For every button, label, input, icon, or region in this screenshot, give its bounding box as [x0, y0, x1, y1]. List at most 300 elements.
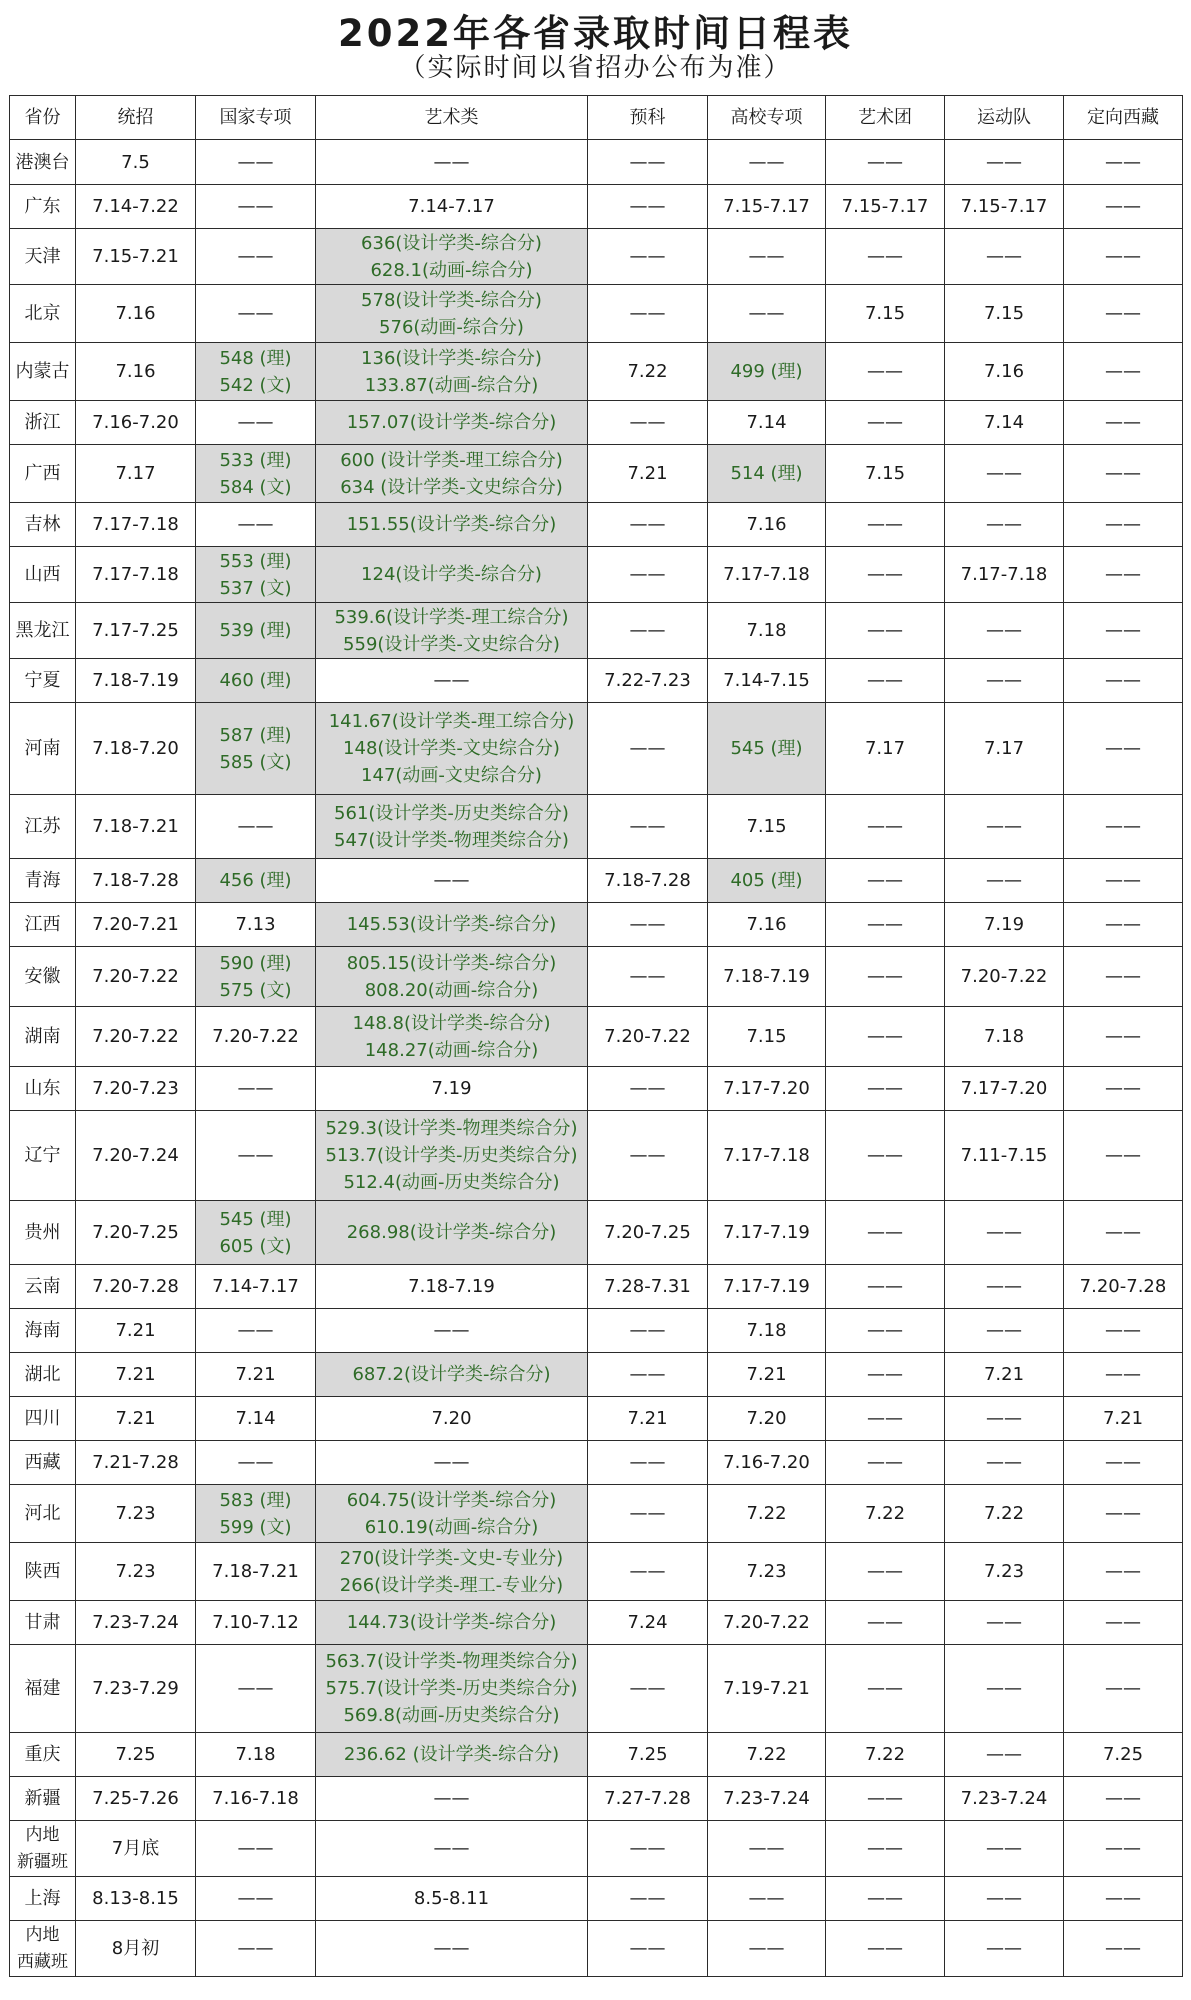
table-row: [10, 1441, 1183, 1485]
cell-national-special: [196, 503, 316, 547]
cell-line: 7.16: [746, 914, 787, 935]
cell-line: 青海: [24, 870, 61, 891]
cell-province: [10, 1067, 76, 1111]
cell-line: ——: [629, 816, 666, 837]
cell-line: ——: [867, 1364, 903, 1385]
cell-line: 7.15: [746, 816, 787, 837]
cell-line: ——: [986, 1612, 1022, 1633]
cell-art: [316, 1485, 588, 1543]
cell-line: 7.25: [627, 1744, 668, 1765]
cell-line: ——: [1105, 1452, 1141, 1473]
cell-tibet-directed: [1064, 1201, 1183, 1265]
cell-university-special: [708, 795, 826, 859]
cell-line: 内地: [25, 1824, 60, 1845]
cell-line: ——: [629, 620, 666, 641]
cell-province: [10, 1007, 76, 1067]
cell-line: ——: [1105, 151, 1141, 173]
cell-line: 内蒙古: [15, 361, 70, 382]
cell-line: 545 (理): [730, 738, 803, 759]
cell-line: ——: [1105, 463, 1141, 484]
table-row: [10, 401, 1183, 445]
cell-line: ——: [986, 620, 1022, 641]
cell-line: 7.17-7.19: [723, 1276, 810, 1297]
cell-line: ——: [748, 246, 785, 267]
cell-line: ——: [867, 1145, 903, 1166]
cell-line: 陕西: [24, 1561, 61, 1582]
cell-line: ——: [629, 1145, 666, 1166]
cell-sports-team: [945, 1201, 1064, 1265]
cell-sports-team: [945, 445, 1064, 503]
cell-line: 7.20-7.25: [92, 1222, 179, 1243]
cell-art-troupe: [826, 859, 945, 903]
cell-line: 236.62 (设计学类-综合分): [343, 1744, 560, 1765]
cell-art-troupe: [826, 503, 945, 547]
table-row: [10, 603, 1183, 659]
cell-line: 148.27(动画-综合分): [364, 1039, 539, 1061]
cell-line: ——: [748, 303, 785, 324]
cell-tibet-directed: [1064, 1645, 1183, 1733]
cell-line: 7.23: [983, 1561, 1025, 1582]
cell-line: 7.16: [983, 361, 1025, 382]
cell-line: 7.10-7.12: [212, 1612, 299, 1633]
cell-line: 575.7(设计学类-历史类综合分): [325, 1678, 578, 1699]
cell-line: ——: [237, 1145, 274, 1166]
cell-general: [76, 795, 196, 859]
header-province: 省份: [10, 96, 76, 140]
cell-line: 新疆班: [17, 1851, 68, 1872]
cell-general: [76, 1645, 196, 1733]
cell-line: 黑龙江: [15, 620, 70, 641]
cell-art: [316, 1877, 588, 1921]
cell-tibet-directed: [1064, 1733, 1183, 1777]
cell-line: 广东: [24, 196, 61, 217]
cell-line: ——: [1105, 1838, 1141, 1859]
cell-province: [10, 859, 76, 903]
cell-tibet-directed: [1064, 1309, 1183, 1353]
cell-line: ——: [1105, 870, 1141, 891]
cell-art: [316, 1201, 588, 1265]
cell-line: 河北: [24, 1503, 61, 1524]
table-row: [10, 1733, 1183, 1777]
cell-province: [10, 285, 76, 343]
cell-line: 7.20-7.22: [960, 966, 1048, 987]
cell-line: ——: [986, 1678, 1022, 1699]
cell-preparatory: [588, 1067, 708, 1111]
cell-line: ——: [629, 151, 666, 173]
table-row: [10, 1397, 1183, 1441]
cell-art: [316, 1265, 588, 1309]
cell-art-troupe: [826, 1397, 945, 1441]
cell-national-special: [196, 1397, 316, 1441]
cell-line: ——: [986, 816, 1022, 837]
cell-general: [76, 603, 196, 659]
cell-art: [316, 1353, 588, 1397]
cell-line: ——: [629, 303, 666, 324]
cell-line: 重庆: [24, 1744, 61, 1765]
cell-national-special: [196, 445, 316, 503]
cell-line: 7.17: [983, 738, 1025, 759]
cell-university-special: [708, 229, 826, 285]
cell-preparatory: [588, 229, 708, 285]
cell-line: 7.18-7.28: [604, 870, 691, 891]
cell-art: [316, 947, 588, 1007]
cell-line: ——: [867, 816, 903, 837]
cell-line: 145.53(设计学类-综合分): [346, 914, 557, 935]
cell-line: 7.18-7.21: [212, 1561, 299, 1582]
table-row: [10, 1921, 1183, 1977]
cell-tibet-directed: [1064, 229, 1183, 285]
cell-line: ——: [629, 1364, 666, 1385]
cell-line: 7.17-7.18: [723, 564, 810, 585]
cell-sports-team: [945, 1645, 1064, 1733]
cell-line: 7.18-7.19: [92, 670, 179, 691]
cell-university-special: [708, 1645, 826, 1733]
cell-line: 584 (文): [219, 476, 292, 498]
cell-university-special: [708, 547, 826, 603]
cell-province: [10, 1265, 76, 1309]
cell-province: [10, 1397, 76, 1441]
cell-line: 7.18-7.20: [92, 738, 179, 759]
cell-tibet-directed: [1064, 285, 1183, 343]
cell-art-troupe: [826, 1441, 945, 1485]
cell-tibet-directed: [1064, 1111, 1183, 1201]
cell-line: 7.14-7.15: [723, 670, 810, 691]
cell-line: 江苏: [24, 816, 61, 837]
cell-line: 7.16-7.20: [92, 412, 179, 433]
cell-line: ——: [629, 514, 666, 535]
cell-line: 563.7(设计学类-物理类综合分): [325, 1651, 578, 1672]
cell-line: 268.98(设计学类-综合分): [346, 1222, 557, 1243]
table-row: [10, 659, 1183, 703]
cell-art-troupe: [826, 1111, 945, 1201]
cell-line: ——: [433, 1838, 470, 1859]
cell-line: 7.13: [235, 914, 276, 935]
cell-general: [76, 1543, 196, 1601]
cell-line: 西藏班: [17, 1951, 68, 1972]
cell-general: [76, 1821, 196, 1877]
cell-line: ——: [1105, 1320, 1141, 1341]
cell-line: ——: [629, 1452, 666, 1473]
cell-line: 599 (文): [219, 1516, 292, 1538]
cell-art-troupe: [826, 547, 945, 603]
cell-line: ——: [433, 670, 470, 691]
cell-art-troupe: [826, 1201, 945, 1265]
cell-line: 7.15-7.21: [92, 246, 179, 267]
table-row: [10, 1877, 1183, 1921]
cell-line: 7.11-7.15: [960, 1145, 1048, 1166]
cell-line: 569.8(动画-历史类综合分): [343, 1705, 560, 1726]
cell-preparatory: [588, 1265, 708, 1309]
cell-line: ——: [986, 1222, 1022, 1243]
cell-line: 7.16: [746, 514, 787, 535]
cell-line: ——: [629, 914, 666, 935]
cell-preparatory: [588, 603, 708, 659]
cell-line: ——: [986, 670, 1022, 691]
cell-sports-team: [945, 229, 1064, 285]
cell-line: 547(设计学类-物理类综合分): [334, 829, 569, 851]
cell-tibet-directed: [1064, 947, 1183, 1007]
cell-sports-team: [945, 703, 1064, 795]
cell-line: 江西: [24, 914, 61, 935]
cell-line: ——: [433, 1788, 470, 1809]
cell-tibet-directed: [1064, 1007, 1183, 1067]
cell-line: 7.25-7.26: [92, 1788, 179, 1809]
cell-line: ——: [433, 1452, 470, 1473]
cell-province: [10, 947, 76, 1007]
cell-preparatory: [588, 1543, 708, 1601]
cell-province: [10, 903, 76, 947]
cell-general: [76, 547, 196, 603]
cell-art: [316, 703, 588, 795]
cell-university-special: [708, 343, 826, 401]
cell-sports-team: [945, 401, 1064, 445]
cell-art-troupe: [826, 1543, 945, 1601]
cell-line: 7.22: [746, 1503, 787, 1524]
cell-line: 7.21: [746, 1364, 787, 1385]
cell-art-troupe: [826, 1645, 945, 1733]
cell-university-special: [708, 1877, 826, 1921]
table-row: [10, 1821, 1183, 1877]
cell-line: 7.20-7.22: [212, 1026, 299, 1047]
cell-line: 7.14-7.17: [212, 1276, 299, 1297]
cell-line: ——: [867, 1838, 903, 1859]
cell-line: 7.15: [864, 463, 906, 484]
cell-line: 533 (理): [219, 449, 292, 471]
cell-general: [76, 1485, 196, 1543]
cell-line: 7.17: [115, 463, 156, 484]
cell-line: 545 (理): [219, 1208, 292, 1230]
cell-line: 148.8(设计学类-综合分): [352, 1012, 551, 1034]
cell-line: ——: [867, 412, 903, 433]
cell-preparatory: [588, 445, 708, 503]
cell-tibet-directed: [1064, 445, 1183, 503]
cell-tibet-directed: [1064, 795, 1183, 859]
cell-art-troupe: [826, 285, 945, 343]
table-row: [10, 1543, 1183, 1601]
cell-university-special: [708, 401, 826, 445]
cell-art: [316, 1397, 588, 1441]
cell-line: 7.24: [627, 1612, 668, 1633]
cell-art: [316, 659, 588, 703]
cell-national-special: [196, 703, 316, 795]
header-university-special: 高校专项: [708, 96, 826, 140]
cell-line: ——: [867, 870, 903, 891]
cell-line: ——: [237, 303, 274, 324]
cell-line: 808.20(动画-综合分): [364, 979, 539, 1001]
cell-line: ——: [629, 196, 666, 217]
cell-tibet-directed: [1064, 1353, 1183, 1397]
cell-national-special: [196, 603, 316, 659]
cell-line: 456 (理): [219, 870, 292, 891]
cell-line: 147(动画-文史综合分): [361, 765, 542, 786]
cell-line: 7.23-7.24: [723, 1788, 810, 1809]
cell-line: ——: [986, 1888, 1022, 1909]
cell-line: 7.20-7.25: [604, 1222, 691, 1243]
cell-art: [316, 1007, 588, 1067]
cell-line: ——: [748, 1938, 785, 1959]
table-row: [10, 1777, 1183, 1821]
cell-art: [316, 1645, 588, 1733]
cell-line: ——: [237, 246, 274, 267]
cell-line: 宁夏: [24, 670, 61, 691]
cell-preparatory: [588, 659, 708, 703]
cell-tibet-directed: [1064, 603, 1183, 659]
cell-line: 辽宁: [24, 1145, 61, 1166]
cell-line: 7.19-7.21: [723, 1678, 810, 1699]
cell-art: [316, 795, 588, 859]
cell-tibet-directed: [1064, 1485, 1183, 1543]
table-row: [10, 903, 1183, 947]
cell-line: ——: [433, 870, 470, 891]
cell-line: ——: [1105, 738, 1141, 759]
cell-art-troupe: [826, 903, 945, 947]
cell-line: 7.15: [983, 303, 1025, 324]
cell-university-special: [708, 1485, 826, 1543]
cell-university-special: [708, 659, 826, 703]
cell-line: ——: [237, 1452, 274, 1473]
cell-preparatory: [588, 1441, 708, 1485]
cell-preparatory: [588, 859, 708, 903]
cell-province: [10, 1601, 76, 1645]
cell-province: [10, 659, 76, 703]
cell-general: [76, 445, 196, 503]
cell-line: ——: [629, 1938, 666, 1959]
cell-national-special: [196, 1353, 316, 1397]
cell-line: ——: [1105, 196, 1141, 217]
admission-schedule-table: [9, 95, 1183, 1977]
cell-art: [316, 1067, 588, 1111]
cell-university-special: [708, 1067, 826, 1111]
cell-art: [316, 1441, 588, 1485]
cell-line: 7.21: [627, 463, 668, 484]
cell-university-special: [708, 1777, 826, 1821]
cell-sports-team: [945, 1309, 1064, 1353]
cell-line: ——: [1105, 914, 1141, 935]
cell-sports-team: [945, 503, 1064, 547]
cell-sports-team: [945, 185, 1064, 229]
cell-art-troupe: [826, 401, 945, 445]
cell-university-special: [708, 1733, 826, 1777]
cell-line: ——: [1105, 1145, 1141, 1166]
cell-line: 7.23: [746, 1561, 787, 1582]
cell-line: ——: [433, 1938, 470, 1959]
cell-general: [76, 140, 196, 185]
cell-art: [316, 1309, 588, 1353]
cell-tibet-directed: [1064, 185, 1183, 229]
cell-sports-team: [945, 859, 1064, 903]
cell-line: ——: [629, 1678, 666, 1699]
cell-general: [76, 947, 196, 1007]
header-general: 统招: [76, 96, 196, 140]
cell-line: 548 (理): [219, 347, 292, 369]
cell-line: 8.13-8.15: [92, 1888, 179, 1909]
table-row: [10, 1353, 1183, 1397]
cell-general: [76, 1877, 196, 1921]
cell-sports-team: [945, 140, 1064, 185]
cell-line: 514 (理): [730, 463, 803, 484]
cell-line: ——: [237, 1888, 274, 1909]
cell-national-special: [196, 659, 316, 703]
cell-tibet-directed: [1064, 1821, 1183, 1877]
cell-university-special: [708, 185, 826, 229]
cell-line: ——: [867, 1561, 903, 1582]
cell-university-special: [708, 445, 826, 503]
cell-sports-team: [945, 603, 1064, 659]
cell-line: 157.07(设计学类-综合分): [346, 412, 557, 433]
cell-line: 7.20-7.22: [92, 966, 179, 987]
cell-general: [76, 229, 196, 285]
cell-art-troupe: [826, 1309, 945, 1353]
cell-art-troupe: [826, 229, 945, 285]
cell-line: ——: [237, 1078, 274, 1099]
cell-line: 7.19: [983, 914, 1025, 935]
cell-line: ——: [867, 620, 903, 641]
cell-preparatory: [588, 1821, 708, 1877]
cell-university-special: [708, 1543, 826, 1601]
cell-province: [10, 1733, 76, 1777]
cell-sports-team: [945, 343, 1064, 401]
header-art-troupe: 艺术团: [826, 96, 945, 140]
cell-line: ——: [1105, 303, 1141, 324]
cell-line: ——: [1105, 514, 1141, 535]
cell-line: ——: [433, 1320, 470, 1341]
cell-art-troupe: [826, 1733, 945, 1777]
cell-line: 内地: [25, 1924, 60, 1945]
cell-line: 8月初: [111, 1938, 160, 1959]
cell-tibet-directed: [1064, 1397, 1183, 1441]
cell-line: 600 (设计学类-理工综合分): [340, 449, 563, 471]
cell-preparatory: [588, 795, 708, 859]
cell-general: [76, 703, 196, 795]
cell-line: 7.16: [115, 303, 156, 324]
cell-line: 539 (理): [219, 620, 292, 641]
cell-national-special: [196, 1601, 316, 1645]
cell-line: ——: [1105, 620, 1141, 641]
cell-line: 628.1(动画-综合分): [370, 259, 533, 281]
cell-line: ——: [237, 196, 274, 217]
cell-province: [10, 703, 76, 795]
cell-line: ——: [237, 1938, 274, 1959]
cell-sports-team: [945, 1877, 1064, 1921]
table-row: [10, 947, 1183, 1007]
cell-art: [316, 603, 588, 659]
cell-art: [316, 503, 588, 547]
cell-university-special: [708, 1921, 826, 1977]
cell-line: 7.23-7.24: [960, 1788, 1048, 1809]
cell-line: 甘肃: [24, 1612, 61, 1633]
cell-province: [10, 1441, 76, 1485]
cell-tibet-directed: [1064, 1067, 1183, 1111]
cell-line: 136(设计学类-综合分): [361, 347, 542, 369]
cell-sports-team: [945, 1485, 1064, 1543]
cell-preparatory: [588, 947, 708, 1007]
cell-line: 587 (理): [219, 724, 292, 746]
cell-line: ——: [1105, 1788, 1141, 1809]
cell-art-troupe: [826, 185, 945, 229]
cell-line: ——: [1105, 246, 1141, 267]
cell-line: 7.20-7.22: [604, 1026, 691, 1047]
cell-line: 山东: [24, 1078, 61, 1099]
page-title: 2022年各省录取时间日程表: [338, 12, 853, 55]
cell-line: 124(设计学类-综合分): [361, 564, 542, 585]
table-row: [10, 285, 1183, 343]
cell-preparatory: [588, 1397, 708, 1441]
cell-line: 141.67(设计学类-理工综合分): [328, 711, 575, 732]
cell-art-troupe: [826, 795, 945, 859]
cell-line: ——: [748, 1838, 785, 1859]
cell-general: [76, 1733, 196, 1777]
cell-national-special: [196, 1777, 316, 1821]
